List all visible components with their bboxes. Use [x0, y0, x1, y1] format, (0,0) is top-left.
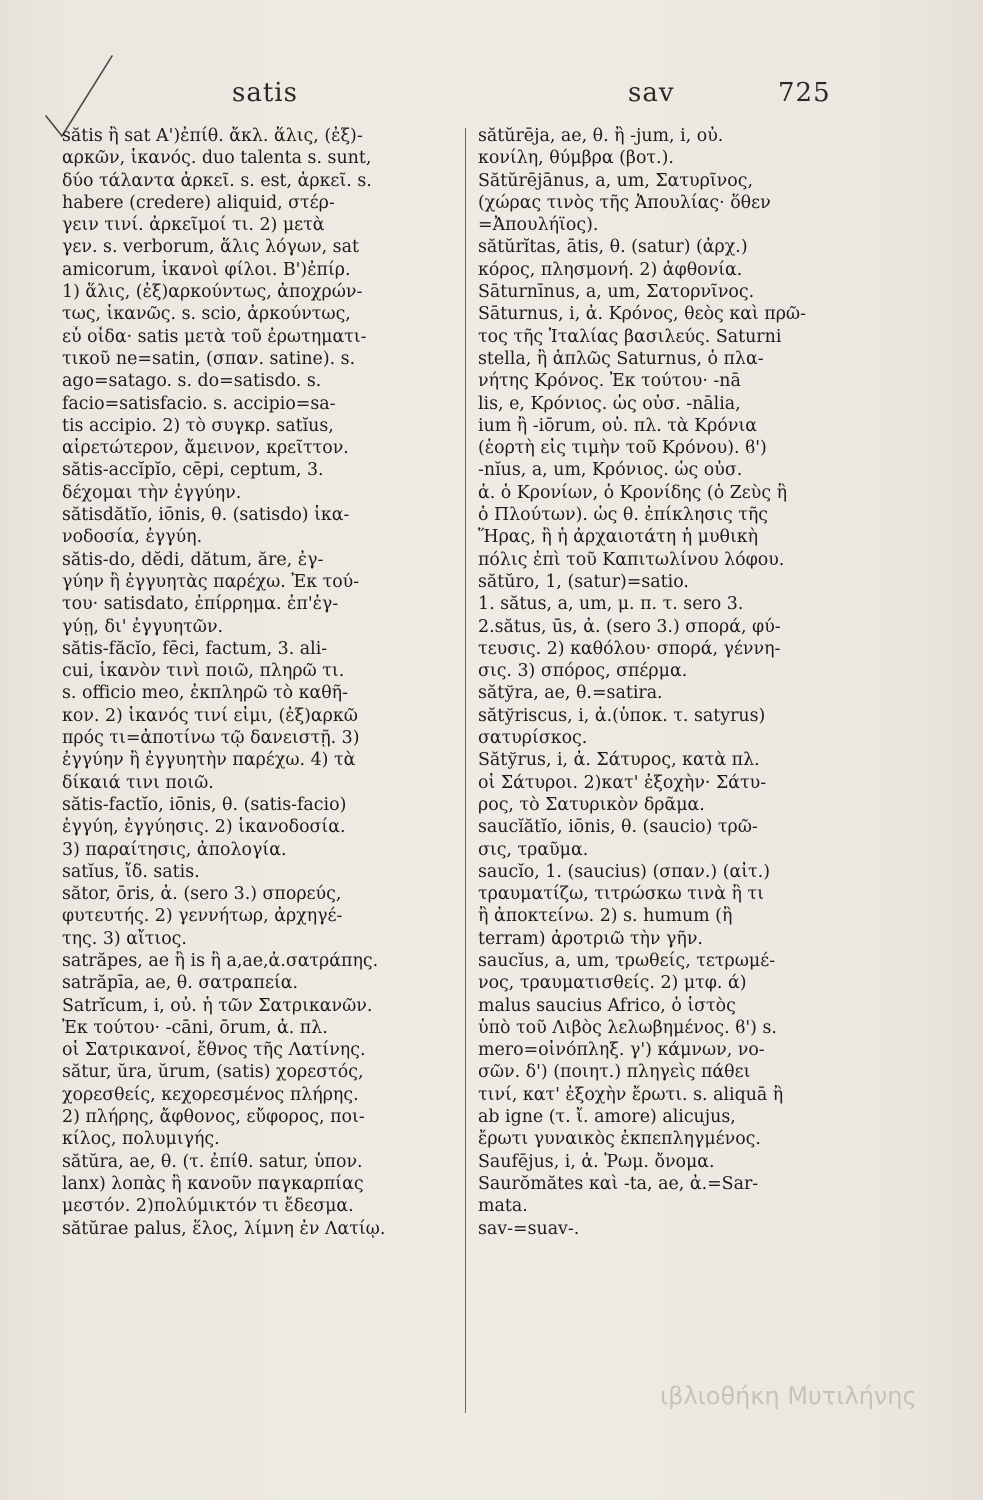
text-line: τινί, κατ' ἐξοχὴν ἔρωτι. s. aliquā ἢ [478, 1084, 784, 1105]
text-line: ἀ. ὁ Κρονίων, ὁ Κρονίδης (ὁ Ζεὺς ἢ [478, 482, 788, 503]
text-line: =Ἀπουλήϊος). [478, 215, 599, 236]
text-line: habere (credere) aliquid, στέρ- [62, 192, 335, 213]
text-line: sătўra, ae, θ.=satira. [478, 683, 663, 704]
text-line: sătŭrae palus, ἕλος, λίμνη ἐν Λατίῳ. [62, 1218, 386, 1239]
text-line: πόλις ἐπὶ τοῦ Καπιτωλίνου λόφου. [478, 549, 785, 570]
text-line: 1. sătus, a, um, μ. π. τ. sero 3. [478, 594, 744, 615]
text-line: ἢ ἀποκτείνω. 2) s. humum (ἢ [478, 906, 733, 927]
text-line: sătŭro, 1, (satur)=satio. [478, 571, 689, 592]
text-line: saucĭătĭo, iōnis, θ. (saucio) τρῶ- [478, 817, 758, 838]
text-line: γεν. s. verborum, ἅλις λόγων, sat [62, 237, 359, 258]
text-line: ium ἢ -iōrum, οὐ. πλ. τὰ Κρόνια [478, 415, 758, 436]
text-line: sătŭra, ae, θ. (τ. ἐπίθ. satur, ὑπον. [62, 1151, 363, 1172]
text-line: νος, τραυματισθείς. 2) μτφ. ά) [478, 973, 747, 994]
text-line: 1) ἅλις, (ἐξ)αρκούντως, ἀποχρών- [62, 282, 363, 303]
text-line: ρος, τὸ Σατυρικὸν δρᾶμα. [478, 794, 705, 815]
text-line: -nĭus, a, um, Κρόνιος. ὡς οὐσ. [478, 460, 743, 481]
text-line: saucĭus, a, um, τρωθείς, τετρωμέ- [478, 950, 776, 971]
text-line: αἱρετώτερον, ἄμεινον, κρεῖττον. [62, 438, 349, 459]
text-line: (ἑορτὴ εἰς τιμὴν τοῦ Κρόνου). ϐ') [478, 438, 767, 459]
text-line: sătis-factĭo, iōnis, θ. (satis-facio) [62, 794, 347, 815]
text-line: γύῃ, δι' ἐγγυητῶν. [62, 616, 224, 637]
text-line: sătisdătĭo, iōnis, θ. (satisdo) ἱκα- [62, 505, 350, 526]
text-line: κίλος, πολυμιγής. [62, 1129, 220, 1150]
text-line: γειν τινί. ἀρκεῖμοί τι. 2) μετὰ [62, 215, 325, 236]
text-line: sătŭrēja, ae, θ. ἢ -jum, i, οὐ. [478, 126, 724, 146]
text-line: (χώρας τινὸς τῆς Ἀπουλίας· ὅθεν [478, 192, 771, 213]
text-line: εὖ οἶδα· satis μετὰ τοῦ ἐρωτηματι- [62, 326, 367, 347]
text-line: σις, τραῦμα. [478, 839, 589, 860]
text-line: αρκῶν, ἱκανός. duo talenta s. sunt, [62, 148, 372, 169]
text-line: Satrĭcum, i, οὐ. ἡ τῶν Σατρικανῶν. [62, 995, 373, 1016]
text-line: οἱ Σάτυροι. 2)κατ' ἐξοχὴν· Σάτυ- [478, 772, 767, 793]
text-line: τος τῆς Ἰταλίας βασιλεύς. Saturni [478, 326, 782, 347]
text-line: sătis-făcĭo, fēci, factum, 3. ali- [62, 638, 328, 659]
text-line: Saurŏmătes καὶ -ta, ae, ἀ.=Sar- [478, 1173, 759, 1194]
text-line: mata. [478, 1196, 528, 1217]
text-line: τως, ἱκανῶς. s. scio, ἀρκούντως, [62, 304, 351, 325]
text-line: κονίλη, θύμβρα (βοτ.). [478, 148, 674, 169]
text-line: δίκαιά τινι ποιῶ. [62, 772, 214, 793]
text-line: satrăpes, ae ἢ is ἢ a,ae,ἀ.σατράπης. [62, 950, 379, 971]
text-line: 2.sătus, ūs, ἀ. (sero 3.) σπορά, φύ- [478, 616, 781, 637]
right-column [478, 125, 878, 1240]
text-line: δύο τάλαντα ἀρκεῖ. s. est, ἀρκεῖ. s. [62, 170, 372, 191]
text-line: ἐγγύη, ἐγγύησις. 2) ἱκανοδοσία. [62, 817, 346, 838]
text-line: saucĭo, 1. (saucius) (σπαν.) (αἰτ.) [478, 861, 770, 882]
text-line: Sătўrus, i, ἀ. Σάτυρος, κατὰ πλ. [478, 750, 760, 771]
running-head-center: sav [628, 78, 675, 108]
text-line: οἱ Σατρικανοί, ἔθνος τῆς Λατίνης. [62, 1040, 366, 1061]
text-line: sătŭrĭtas, ātis, θ. (satur) (ἀρχ.) [478, 237, 748, 258]
text-line: μεστόν. 2)πολύμικτόν τι ἔδεσμα. [62, 1196, 354, 1217]
text-line: φυτευτής. 2) γεννήτωρ, ἀρχηγέ- [62, 906, 343, 927]
text-line: Ἐκ τούτου· -cāni, ōrum, ἀ. πλ. [62, 1017, 328, 1038]
text-line: sătis-do, dĕdi, dătum, ăre, ἐγ- [62, 549, 324, 570]
text-line: νήτης Κρόνος. Ἐκ τούτου· -nā [478, 371, 741, 392]
left-column [62, 125, 462, 1240]
text-line: τραυματίζω, τιτρώσκω τινὰ ἢ τι [478, 884, 764, 905]
column-divider [465, 128, 466, 1413]
text-line: τικοῦ ne=satin, (σπαν. satine). s. [62, 348, 356, 369]
text-line: sătis-accĭpĭo, cēpi, ceptum, 3. [62, 460, 324, 481]
running-head-left: satis [232, 78, 298, 108]
text-line: sătis ἢ sat A')ἐπίθ. ἄκλ. ἅλις, (ἐξ)- [62, 126, 363, 146]
text-line: της. 3) αἴτιος. [62, 928, 187, 949]
text-line: πρός τι=ἀποτίνω τῷ δανειστῇ. 3) [62, 728, 360, 749]
text-line: 3) παραίτησις, ἀπολογία. [62, 839, 287, 860]
text-line: sav-=suav-. [478, 1218, 580, 1239]
text-line: ὁ Πλούτων). ὡς θ. ἐπίκλησις τῆς [478, 505, 769, 526]
text-line: cui, ἱκανὸν τινὶ ποιῶ, πληρῶ τι. [62, 661, 345, 682]
text-line: Ἥρας, ἢ ἡ ἀρχαιοτάτη ἡ μυθικὴ [478, 527, 759, 548]
text-line: sătўriscus, i, ἀ.(ὑποκ. τ. satyrus) [478, 705, 766, 726]
text-line: satĭus, ἴδ. satis. [62, 861, 200, 882]
text-line: σῶν. δ') (ποιητ.) πληγεὶς πάθει [478, 1062, 751, 1083]
text-line: δέχομαι τὴν ἐγγύην. [62, 482, 242, 503]
text-line: κόρος, πλησμονή. 2) ἀφθονία. [478, 259, 743, 280]
text-line: s. officio meo, ἐκπληρῶ τὸ καθῆ- [62, 683, 348, 704]
text-line: Sāturnus, i, ἀ. Κρόνος, θεὸς καὶ πρῶ- [478, 304, 806, 325]
text-line: lis, e, Κρόνιος. ὡς οὐσ. -nālia, [478, 393, 741, 414]
text-line: ἔρωτι γυναικὸς ἐκπεπληγμένος. [478, 1129, 761, 1150]
text-line: lanx) λοπὰς ἢ κανοῦν παγκαρπίας [62, 1173, 364, 1194]
text-line: Saufējus, i, ἀ. Ῥωμ. ὄνομα. [478, 1151, 715, 1172]
text-line: γύην ἢ ἐγγυητὰς παρέχω. Ἐκ τού- [62, 571, 360, 592]
text-line: tis accipio. 2) τὸ συγκρ. satĭus, [62, 415, 334, 436]
text-line: stella, ἢ ἁπλῶς Saturnus, ὁ πλα- [478, 348, 764, 369]
text-line: amicorum, ἱκανοὶ φίλοι. Β')ἐπίρ. [62, 259, 351, 280]
text-line: sător, ōris, ἀ. (sero 3.) σπορεύς, [62, 884, 342, 905]
text-line: Sătŭrējānus, a, um, Σατυρῖνος, [478, 170, 753, 191]
text-line: σις. 3) σπόρος, σπέρμα. [478, 661, 688, 682]
text-line: sătur, ŭra, ŭrum, (satis) χορεστός, [62, 1062, 364, 1083]
text-line: τευσις. 2) καθόλου· σπορά, γέννη- [478, 638, 781, 659]
text-line: terram) ἀροτριῶ τὴν γῆν. [478, 928, 703, 949]
text-line: mero=οἰνόπληξ. γ') κάμνων, νο- [478, 1040, 765, 1061]
page-number: 725 [778, 78, 831, 108]
text-line: νοδοσία, ἐγγύη. [62, 527, 203, 548]
text-line: 2) πλήρης, ἄφθονος, εὔφορος, ποι- [62, 1107, 365, 1128]
text-line: facio=satisfacio. s. accipio=sa- [62, 393, 336, 414]
text-line: ab igne (τ. ἴ. amore) alicujus, [478, 1107, 736, 1128]
text-line: Sāturnīnus, a, um, Σατορνῖνος. [478, 282, 755, 303]
text-line: ὑπὸ τοῦ Λιβὸς λελωβημένος. ϐ') s. [478, 1017, 777, 1038]
text-line: του· satisdato, ἐπίρρημα. ἐπ'ἐγ- [62, 594, 339, 615]
text-line: satrăpīa, ae, θ. σατραπεία. [62, 973, 299, 994]
text-line: χορεσθείς, κεχορεσμένος πλήρης. [62, 1084, 359, 1105]
library-watermark: ιβλιοθήκη Μυτιλήνης [660, 1382, 917, 1410]
text-line: ago=satago. s. do=satisdo. s. [62, 371, 322, 392]
text-line: κον. 2) ἱκανός τινί εἰμι, (ἐξ)αρκῶ [62, 705, 358, 726]
text-line: ἐγγύην ἢ ἐγγυητὴν παρέχω. 4) τὰ [62, 750, 356, 771]
text-line: σατυρίσκος. [478, 728, 588, 749]
text-line: malus saucius Africo, ὁ ἱστὸς [478, 995, 736, 1016]
